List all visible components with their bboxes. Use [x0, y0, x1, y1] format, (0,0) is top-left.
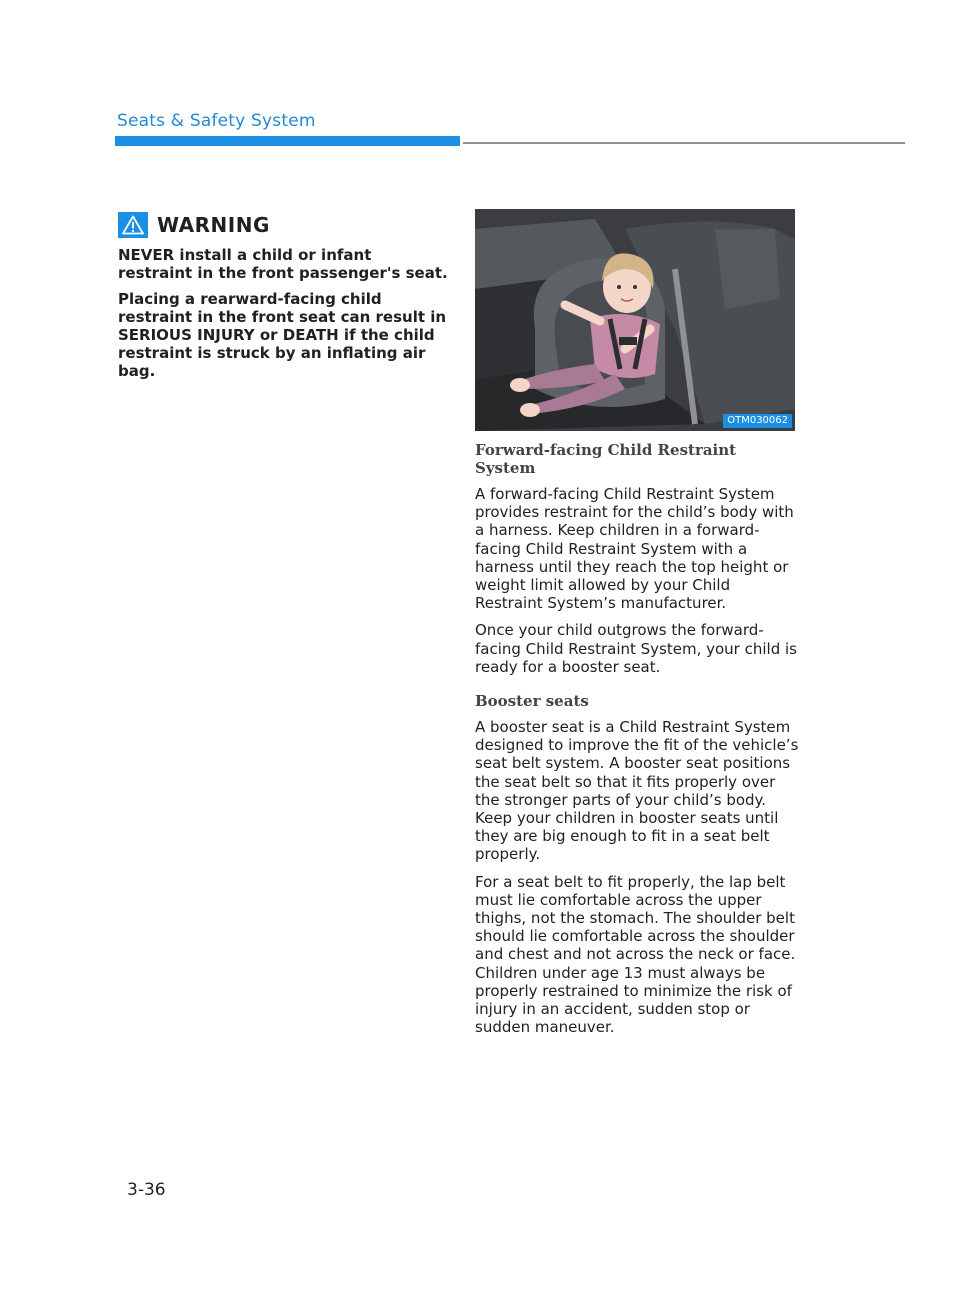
- body-paragraph: A forward-facing Child Restraint System provides restraint for the child’s body with a harness. Keep children in a forward-facing Child Restraint System with a harness until they reach the top height or weight limit allowed by your Child Restraint System’s manufacturer.: [475, 485, 794, 613]
- forward-facing-heading: Forward-facing Child Restraint System: [475, 441, 737, 477]
- page-number: 3-36: [127, 1180, 166, 1200]
- section-title: Seats & Safety System: [117, 111, 316, 131]
- content-column: [475, 209, 800, 1045]
- warning-text: NEVER install a child or infant restraint in the front passenger's seat.: [118, 246, 448, 282]
- warning-header: [118, 212, 448, 238]
- body-paragraph: For a seat belt to fit properly, the lap belt must lie comfortable across the upper thighs, not the stomach. The shoulder belt should lie comfortable across the shoulder and chest and not across the neck or face. Children under age 13 must always be properly restrained to minimize the risk of injury in an accident, sudden stop or sudden maneuver.: [475, 872, 796, 1037]
- booster-seats-heading: Booster seats: [475, 692, 589, 711]
- warning-text: Placing a rearward-facing child restraint in the front seat can result in SERIOUS INJURY or DEATH if the child restraint is struck by an inflating air bag.: [118, 290, 447, 380]
- header-accent-rule: [115, 136, 460, 146]
- body-paragraph: A booster seat is a Child Restraint System designed to improve the fit of the vehicle’s seat belt system. A booster seat positions the seat belt so that it fits properly over the stronger parts of your child’s body. Keep your children in booster seats until they are big enough to fit in a seat belt properly.: [475, 718, 799, 864]
- figure-code: OTM030062: [723, 414, 792, 428]
- body-paragraph: Once your child outgrows the forward-facing Child Restraint System, your child is ready for a booster seat.: [475, 621, 797, 676]
- child-seat-drawing: [475, 209, 795, 431]
- warning-triangle-icon: [118, 212, 148, 238]
- warning-box: [118, 212, 448, 388]
- warning-title: WARNING: [157, 213, 270, 237]
- child-seat-illustration: [475, 209, 795, 431]
- header-divider-rule: [463, 142, 905, 144]
